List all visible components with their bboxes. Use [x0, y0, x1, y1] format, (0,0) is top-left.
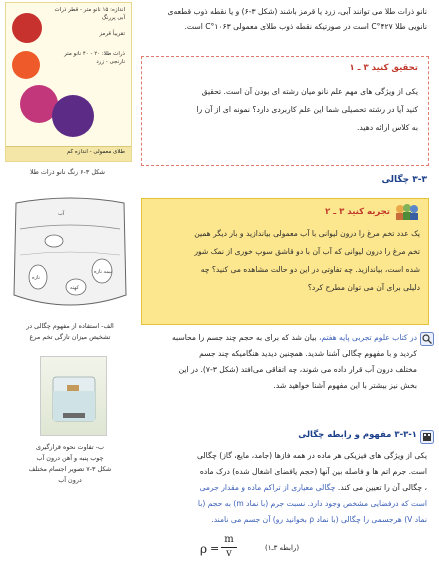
jar-label-half: نیمه تازه: [94, 269, 113, 275]
film-icon: [420, 430, 434, 444]
red-gold-circle: [12, 13, 42, 43]
top-paragraph: نانو ذرات طلا می توانند آبی، زرد یا قرمز باشند (شکل ۳-۶) و یا نقطه ذوب قطعه‌ی نانویی طلا ۴۲۷°C است در صورتیکه نقطه ذوب طلای معمولی ۱۰۶۳°C است.: [167, 7, 427, 31]
definition-paragraph: یکی از ویژگی های فیزیکی هر ماده در همه فازها (جامد، مایع، گاز) چگالی است. جرم اتم ها و فاصله بین آنها (حجم یافضای اشغال شده) درک ماده ، چگالی آن را تعیین می کند. چگالی معیاری از تراکم ماده و مقدار جرمی است که درفضایی مشخص وجود دارد. نسبت جرم (با نماد m) به حجم (با نماد V) هرجسمی را چگالی (با نماد ρ بخوانید رو) آن جسم می نامند.: [197, 451, 427, 524]
figure-3-7a-caption: الف- استفاده از مفهوم چگالی در تشخیص میزان تازگی تخم مرغ: [26, 322, 114, 341]
figure-3-7b-caption: ب- تفاوت نحوه قرارگیری چوب پنبه و آهن درون آب شکل ۳-۷ تصویر اجسام مختلف درون آب: [28, 443, 112, 484]
recall-paragraph: در کتاب علوم تجربی پایه هفتم، بیان شد که برای به حجم چند جسم را محاسبه کردید و با مفهوم چگالی آشنا شدید. همچنین دیدید هنگامیکه چند جسم مختلف درون آب قرار داده می شوند، چه اتفاقی می‌افتد (شکل ۳-۷). در این بخش نیز بیشتر با این مفهوم آشنا خواهید شد.: [171, 333, 417, 390]
experiment-box-title: تجربه کنید ۳ ـ ۲: [325, 207, 390, 217]
jar-label-water: آب: [58, 211, 65, 217]
egg-jar-figure: [10, 195, 130, 313]
figure-3-6-caption: شکل ۳-۶ رنگ نانو ذرات طلا: [29, 168, 106, 176]
formula-label: (رابطه ۳ـ۱): [265, 544, 300, 552]
density-formula: ρ = m v: [200, 534, 260, 562]
water-glass-photo: [40, 356, 107, 436]
nano-label-1: اندازه: ۱۵ نانو متر - قطر ذرات: [54, 7, 125, 13]
nano-label-3: تقریباً قرمز: [99, 31, 125, 37]
magnifier-icon: [420, 332, 434, 346]
nano-label-4: ذرات طلا: ۲۰ - ۴۰ نانو متر: [64, 51, 125, 57]
ordinary-gold-band: طلای معمولی - اندازه کم: [6, 146, 131, 161]
nano-gold-figure: [5, 2, 132, 162]
jar-label-fresh: تازه: [32, 275, 40, 281]
experiment-box: تجربه کنید ۳ ـ ۲ یک عدد تخم مرغ را درون لیوانی با آب معمولی بیاندازید و بار دیگر همین تخم مرغ را درون لیوانی که آب آن با دو قاشق سوپ خوری از نمک شور شده است، بیاندازید. چه تفاوتی در این دو حالت مشاهده می کنید؟ چه دلیلی برای آن می توان مطرح کرد؟: [141, 198, 429, 325]
research-box-title: تحقیق کنید ۳ ـ ۱: [349, 63, 418, 73]
orange-gold-circle: [12, 51, 40, 79]
purple-gold-circle: [52, 95, 94, 137]
section-heading-density: ۳-۳ چگالی: [381, 175, 427, 185]
research-box: تحقیق کنید ۳ ـ ۱ یکی از ویژگی های مهم علم نانو میان رشته ای بودن آن است. تحقیق کنید آیا در رشته تحصیلی شما این علم کاربردی دارد؟ نمونه ای از آن را به کلاس ارائه دهید.: [141, 56, 429, 166]
subsection-heading: ۳-۳-۱ مفهوم و رابطه چگالی: [298, 430, 417, 440]
jar-label-old: کهنه: [70, 285, 79, 291]
students-icon: [394, 203, 420, 221]
nano-label-5: نارنجی - زرد: [96, 59, 125, 65]
nano-label-2: آبی پررنگ: [101, 15, 125, 21]
